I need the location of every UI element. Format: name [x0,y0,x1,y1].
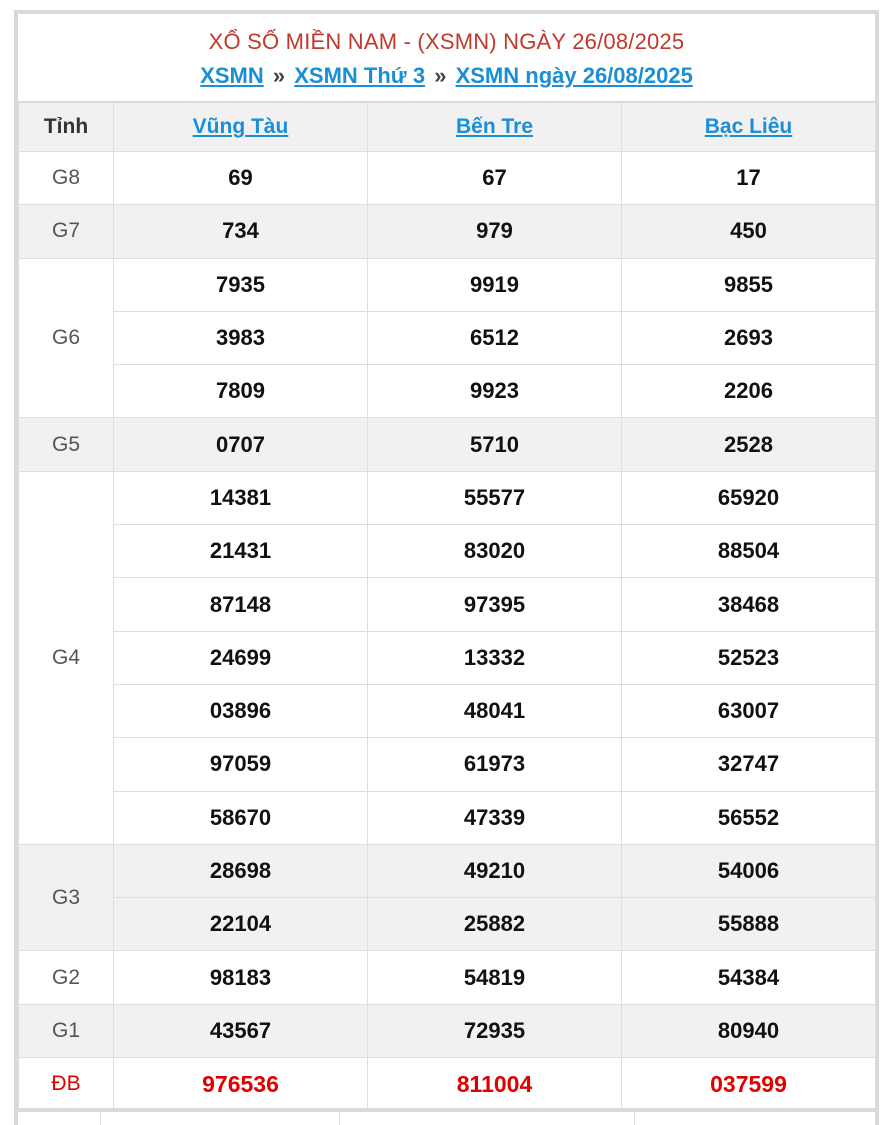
table-row [19,578,876,631]
breadcrumb-link-xsmn[interactable]: XSMN [200,63,264,88]
table-row [19,684,876,737]
prize-number: 32747 [622,738,876,791]
prize-label: G8 [19,152,114,205]
prize-number: 450 [622,205,876,258]
prize-number: 9923 [368,365,622,418]
prize-label: G6 [19,258,114,418]
column-divider [339,1112,340,1125]
results-body [19,152,876,1111]
prize-number: 47339 [368,791,622,844]
prize-number: 9855 [622,258,876,311]
prize-number: 17 [622,152,876,205]
prize-number: 56552 [622,791,876,844]
prize-number: 0707 [114,418,368,471]
province-link-ben-tre[interactable]: Bến Tre [455,115,534,138]
prize-number: 24699 [114,631,368,684]
prize-number: 88504 [622,525,876,578]
prize-number: 72935 [368,1004,622,1057]
province-link-vung-tau[interactable]: Vũng Tàu [192,115,289,138]
prize-number: 21431 [114,525,368,578]
table-row [19,525,876,578]
prize-number: 52523 [622,631,876,684]
prize-number: 63007 [622,684,876,737]
prize-label: G5 [19,418,114,471]
breadcrumb [18,62,875,90]
prize-number: 80940 [622,1004,876,1057]
table-row [19,844,876,897]
prize-number: 61973 [368,738,622,791]
table-row [19,418,876,471]
results-header [18,14,875,102]
prize-number: 98183 [114,951,368,1004]
prize-number: 979 [368,205,622,258]
table-row [19,791,876,844]
prize-number: 5710 [368,418,622,471]
prize-number: 14381 [114,471,368,524]
table-row [19,951,876,1004]
prize-number: 03896 [114,684,368,737]
province-header [114,103,368,152]
prize-number: 43567 [114,1004,368,1057]
table-row [19,365,876,418]
prize-number: 25882 [368,898,622,951]
breadcrumb-link-date[interactable]: XSMN ngày 26/08/2025 [455,63,693,88]
special-prize-number: 811004 [368,1058,622,1111]
prize-label: G3 [19,844,114,951]
prize-number: 54006 [622,844,876,897]
province-link-bac-lieu[interactable]: Bạc Liêu [704,115,793,138]
table-row [19,898,876,951]
table-row [19,471,876,524]
special-prize-number: 037599 [622,1058,876,1111]
prize-label: G1 [19,1004,114,1057]
prize-number: 49210 [368,844,622,897]
breadcrumb-separator: » [272,63,286,88]
prize-label: G2 [19,951,114,1004]
prize-number: 9919 [368,258,622,311]
breadcrumb-link-weekday[interactable]: XSMN Thứ 3 [294,63,426,88]
prize-label: ĐB [19,1058,114,1111]
prize-number: 22104 [114,898,368,951]
prize-number: 2206 [622,365,876,418]
prize-number: 734 [114,205,368,258]
table-row [19,311,876,364]
prize-number: 2528 [622,418,876,471]
prize-number: 55577 [368,471,622,524]
column-divider [634,1112,635,1125]
prize-number: 87148 [114,578,368,631]
prize-number: 13332 [368,631,622,684]
results-card [14,10,879,1125]
prize-number: 6512 [368,311,622,364]
table-row [19,738,876,791]
prize-number: 67 [368,152,622,205]
page-title: XỔ SỐ MIỀN NAM - (XSMN) NGÀY 26/08/2025 [208,29,685,54]
table-row [19,1004,876,1057]
prize-number: 28698 [114,844,368,897]
prize-number: 58670 [114,791,368,844]
province-header [368,103,622,152]
prize-number: 83020 [368,525,622,578]
next-results-table-edge [14,1108,879,1125]
table-row [19,258,876,311]
prize-number: 54384 [622,951,876,1004]
breadcrumb-separator: » [434,63,447,88]
prize-number: 7809 [114,365,368,418]
column-divider [100,1112,101,1125]
prize-number: 38468 [622,578,876,631]
prize-number: 97059 [114,738,368,791]
province-header [622,103,876,152]
prize-number: 54819 [368,951,622,1004]
table-row [19,205,876,258]
table-row [19,1058,876,1111]
prize-label: G4 [19,471,114,844]
prize-number: 7935 [114,258,368,311]
special-prize-number: 976536 [114,1058,368,1111]
prize-number: 69 [114,152,368,205]
table-row [19,152,876,205]
prize-label: G7 [19,205,114,258]
prize-number: 65920 [622,471,876,524]
table-header-row [19,103,876,152]
prize-number: 3983 [114,311,368,364]
prize-number: 55888 [622,898,876,951]
prize-number: 2693 [622,311,876,364]
prize-number: 97395 [368,578,622,631]
province-column-label: Tỉnh [19,103,114,152]
prize-number: 48041 [368,684,622,737]
table-row [19,631,876,684]
results-table [18,102,876,1111]
